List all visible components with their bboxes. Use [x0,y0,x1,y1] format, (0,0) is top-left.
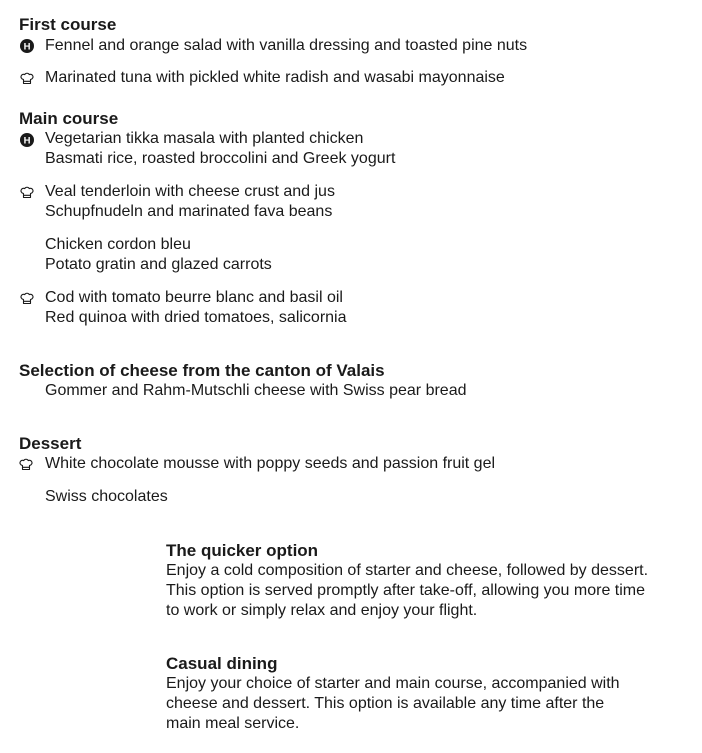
cheese-heading: Selection of cheese from the canton of Valais [19,361,385,380]
dessert-heading: Dessert [19,434,82,453]
first-course-item-2: Marinated tuna with pickled white radish and wasabi mayonnaise [45,69,505,86]
casual-dining-line-2: cheese and dessert. This option is available any time after the [166,695,605,712]
main-course-heading: Main course [19,109,119,128]
main-course-item-2-sides: Schupfnudeln and marinated fava beans [45,203,333,220]
quicker-option-heading: The quicker option [166,541,319,560]
main-course-item-4-sides: Red quinoa with dried tomatoes, salicornia [45,309,347,326]
main-course-item-2-title: Veal tenderloin with cheese crust and jus [45,183,335,200]
quicker-option-line-2: This option is served promptly after take-off, allowing you more time [166,582,646,599]
svg-text:H: H [23,135,31,147]
first-course-item-1: Fennel and orange salad with vanilla dressing and toasted pine nuts [45,37,528,54]
vegetarian-h-icon [19,38,35,54]
main-course-item-3-sides: Potato gratin and glazed carrots [45,256,272,273]
casual-dining-heading: Casual dining [166,654,278,673]
chef-hat-icon [19,70,35,86]
casual-dining-line-1: Enjoy your choice of starter and main course, accompanied with [166,675,620,692]
first-course-heading: First course [19,15,117,34]
svg-text:H: H [23,41,31,53]
quicker-option-line-1: Enjoy a cold composition of starter and cheese, followed by dessert. [166,562,649,579]
main-course-item-3-title: Chicken cordon bleu [45,236,191,253]
main-course-item-1-sides: Basmati rice, roasted broccolini and Greek yogurt [45,150,396,167]
chef-hat-icon [18,456,34,472]
vegetarian-h-icon [19,132,35,148]
main-course-item-4-title: Cod with tomato beurre blanc and basil oil [45,289,343,306]
quicker-option-line-3: to work or simply relax and enjoy your flight. [166,602,478,619]
casual-dining-line-3: main meal service. [166,715,300,732]
main-course-item-1-title: Vegetarian tikka masala with planted chicken [45,130,364,147]
chef-hat-icon [19,184,35,200]
cheese-item: Gommer and Rahm-Mutschli cheese with Swiss pear bread [45,382,467,399]
dessert-item-2: Swiss chocolates [45,488,168,505]
dessert-item-1: White chocolate mousse with poppy seeds and passion fruit gel [45,455,496,472]
chef-hat-icon [19,290,35,306]
